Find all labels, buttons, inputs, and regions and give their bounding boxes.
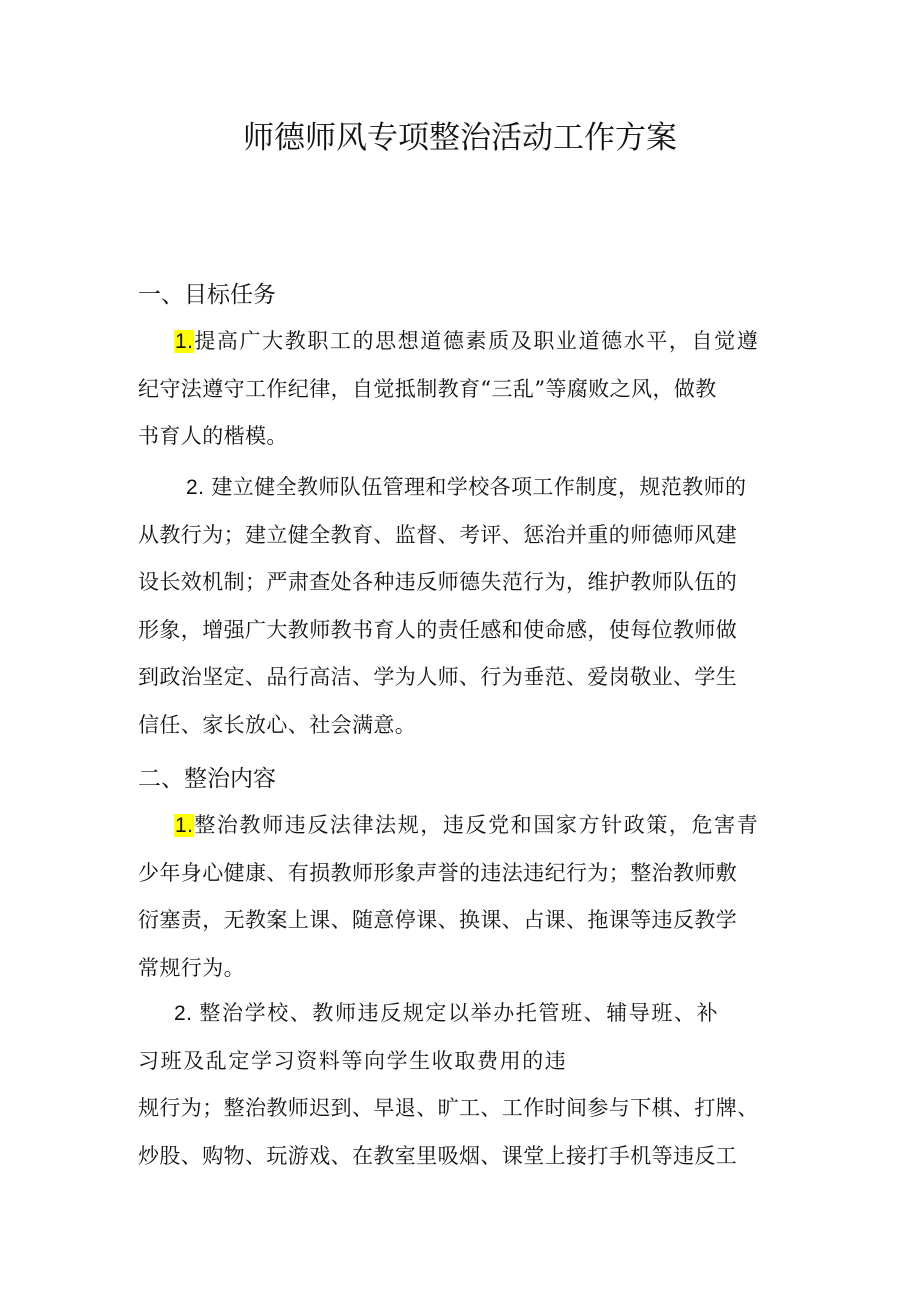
item-number: 2. [174,1002,193,1025]
paragraph-line: 到政治坚定、品行高洁、学为人师、行为垂范、爱岗敬业、学生 [138,665,738,689]
goals-paragraph-2 [138,464,788,749]
paragraph-line [138,802,788,850]
section-heading-content: 二、整治内容 [138,766,276,792]
paragraph-line: 纪守法遵守工作纪律，自觉抵制教育“三乱”等腐败之风，做教 [138,376,717,401]
section-heading-goals: 一、目标任务 [138,282,276,308]
paragraph-line: 衍塞责，无教案上课、随意停课、换课、占课、拖课等违反教学 [138,908,738,932]
paragraph-line: 规行为；整治教师迟到、早退、旷工、工作时间参与下棋、打牌、 [138,1096,759,1120]
item-number: 2. [186,476,205,499]
highlighted-item-number: 1. [175,330,194,353]
paragraph-line: 常规行为。 [138,955,245,980]
paragraph-line [138,318,788,366]
document-title: 师德师风专项整治活动工作方案 [243,120,677,156]
paragraph-line: 习班及乱定学习资料等向学生收取费用的违 [138,1048,568,1073]
paragraph-line: 信任、家长放心、社会满意。 [138,712,417,737]
paragraph-line: 从教行为；建立健全教育、监督、考评、惩治并重的师德师风建 [138,522,738,547]
paragraph-line [138,464,788,512]
line-text: 整治学校、教师违反规定以举办托管班、辅导班、补 [199,1001,720,1025]
line-text: 整治教师违反法律法规，违反党和国家方针政策，危害青 [194,813,760,837]
content-paragraph-2 [138,990,788,1180]
content-paragraph-1 [138,802,788,992]
line-text: 提高广大教职工的思想道德素质及职业道德水平，自觉遵 [194,329,760,353]
paragraph-line: 形象，增强广大教师教书育人的责任感和使命感，使每位教师做 [138,617,738,642]
paragraph-line: 炒股、购物、玩游戏、在教室里吸烟、课堂上接打手机等违反工 [138,1143,738,1168]
paragraph-line: 书育人的楷模。 [138,424,288,448]
paragraph-line: 少年身心健康、有损教师形象声誉的违法违纪行为；整治教师敷 [138,860,738,885]
paragraph-line [138,990,788,1038]
goals-paragraph-1 [138,318,788,461]
line-text: 建立健全教师队伍管理和学校各项工作制度，规范教师的 [211,475,747,499]
paragraph-line: 设长效机制；严肃查处各种违反师德失范行为，维护教师队伍的 [138,570,738,594]
highlighted-item-number: 1. [175,814,194,837]
